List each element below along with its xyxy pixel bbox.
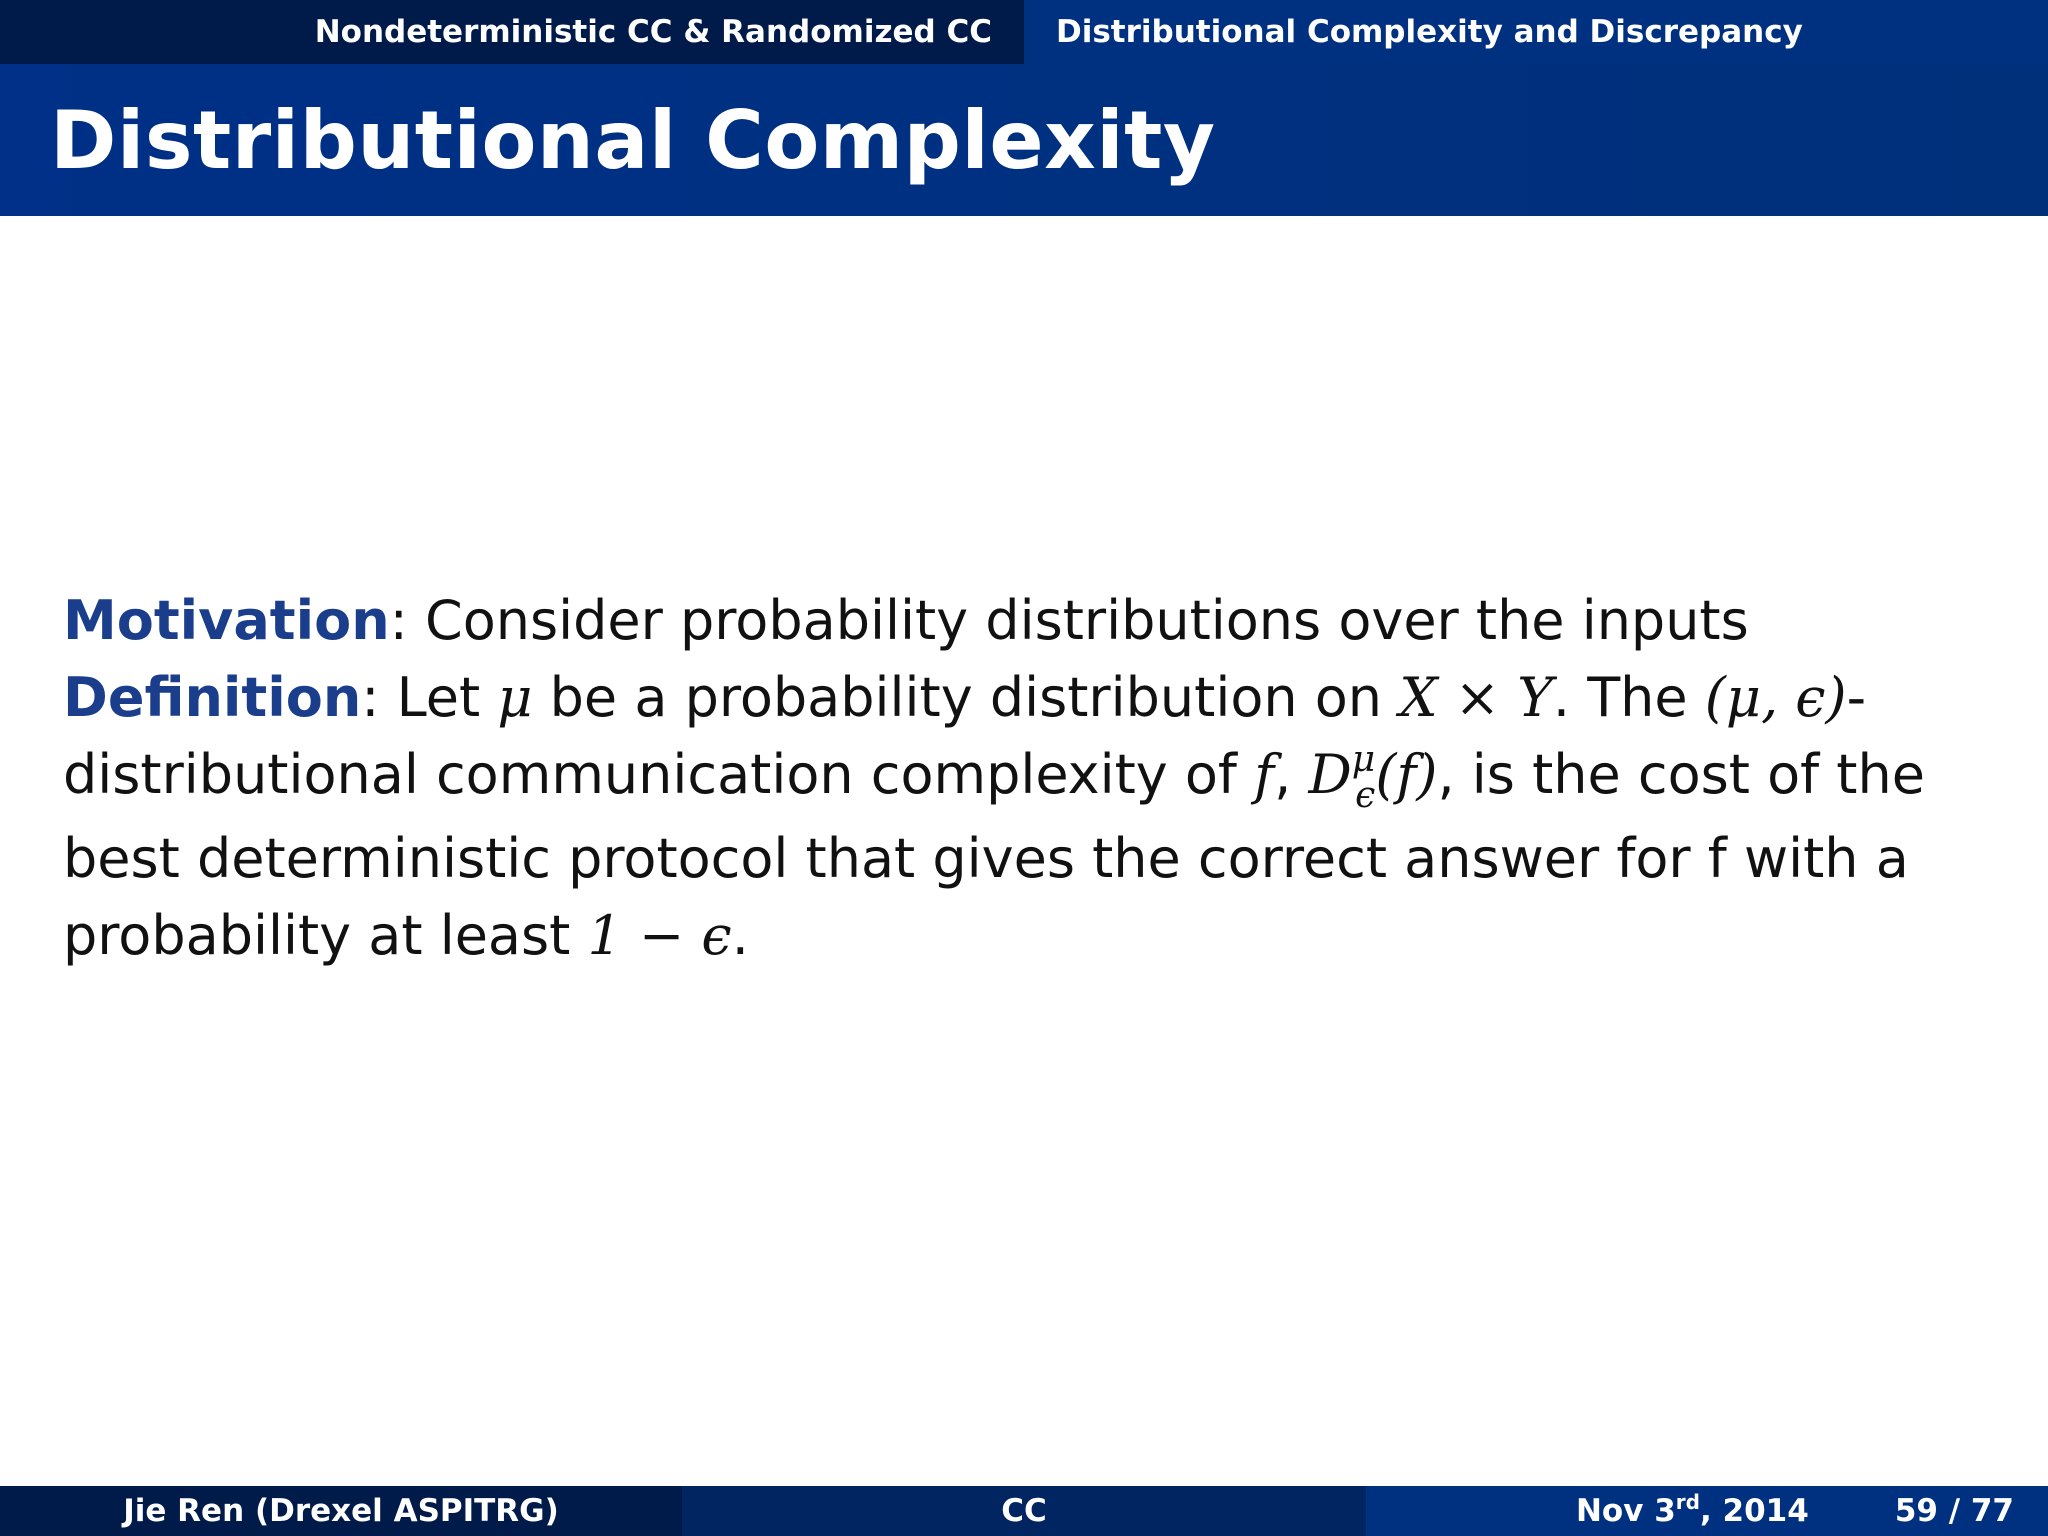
definition-text-3: . The (1552, 666, 1705, 729)
definition-paragraph (63, 659, 1993, 974)
function-argument: (f) (1375, 743, 1438, 806)
mu-epsilon-pair: (μ, ϵ) (1704, 666, 1847, 729)
footer-author-label: Jie Ren (Drexel ASPITRG) (123, 1493, 559, 1529)
input-space-product: X × Y (1399, 666, 1553, 729)
footer-date-suffix: , 2014 (1699, 1493, 1809, 1529)
footer-date-page (1366, 1486, 2048, 1536)
function-f: f (1254, 743, 1275, 806)
motivation-paragraph (63, 582, 1993, 659)
motivation-colon: : (389, 589, 408, 652)
definition-text-2: be a probability distribution on (532, 666, 1400, 729)
definition-text-5: , (1274, 743, 1309, 806)
d-subscript-epsilon: ϵ (1355, 775, 1376, 816)
motivation-keyword: Motivation (63, 589, 390, 652)
nav-section-current[interactable] (1024, 0, 2048, 64)
slide-body (63, 582, 1993, 974)
nav-section-previous[interactable] (0, 0, 1024, 64)
definition-colon: : (361, 666, 380, 729)
d-superscript-mu: μ (1351, 739, 1376, 780)
slide-title: Distributional Complexity (50, 93, 1216, 187)
footer-date-ordinal: rd (1675, 1490, 1700, 1514)
footer-date-prefix: Nov 3 (1575, 1493, 1676, 1529)
nav-section-current-label: Distributional Complexity and Discrepancy (1056, 14, 1803, 50)
definition-text-7: . (731, 904, 749, 967)
page-number: 59 / 77 (1894, 1493, 2014, 1529)
title-bar (0, 64, 2048, 216)
footer-author (0, 1486, 682, 1536)
mu-symbol: μ (497, 666, 533, 729)
footer-title-label: CC (1001, 1493, 1047, 1529)
section-navigation (0, 0, 2048, 64)
distributional-complexity-symbol: D (1308, 743, 1352, 806)
nav-section-previous-label: Nondeterministic CC & Randomized CC (314, 14, 992, 50)
definition-text-6: , is the cost of the best deterministic protocol that gives the correct answer for f with a probability at least (63, 743, 1925, 967)
definition-keyword: Definition (63, 666, 362, 729)
success-bound: 1 − ϵ (587, 904, 732, 967)
footer-date (1575, 1490, 1809, 1529)
motivation-text: Consider probability distributions over the inputs (407, 589, 1749, 652)
definition-text-4: -distributional communication complexity of (63, 666, 1867, 806)
footer-title (682, 1486, 1366, 1536)
footer (0, 1486, 2048, 1536)
definition-text-1: Let (379, 666, 498, 729)
